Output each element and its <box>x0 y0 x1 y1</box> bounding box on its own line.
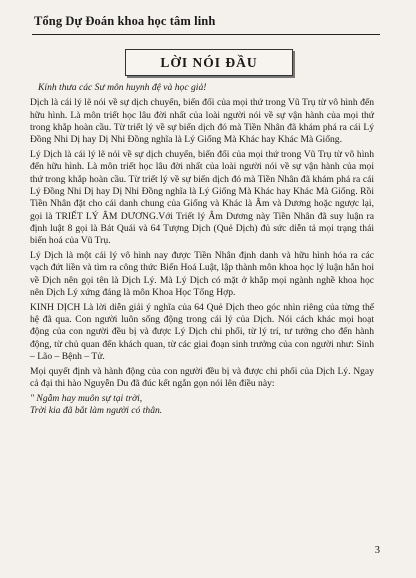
greeting: Kính thưa các Sư môn huynh đệ và học giả! <box>38 82 207 93</box>
chapter-title: LỜI NÓI ĐẦU <box>160 54 258 70</box>
paragraph-5: Mọi quyết định và hành động của con người đều bị và được chi phối của Dịch Lý. Ngay cả đại thi hào Nguyễn Du đã đúc kết ngắn gọn nói lên điều này: <box>30 365 374 390</box>
quote-line-2: Trời kia đã bắt làm người có thân. <box>30 405 163 417</box>
header-rule <box>32 34 380 35</box>
page-body <box>30 82 374 418</box>
paragraph-3: Lý Dịch là một cái lý vô hình nay được Tiền Nhân định danh và hữu hình hóa ra các vạch đứt liền và tìm ra công thức Biến Hoá Luật, lập thành môn khoa học lý luận hẳn hoi về Dịch nên gọi tên là Dịch Lý. Mà Lý Dịch có mặt ở khắp mọi ngành nghề khoa học nên Dịch Lý xứng đáng là môn Khoa Học Tổng Hợp. <box>30 250 374 298</box>
paragraph-1: Dịch là cái lý lẽ nói về sự dịch chuyển, biến đổi của mọi thứ trong Vũ Trụ từ vô hình đến hữu hình. Là môn triết học lâu đời nhất của loài người nói về sự vận hành của mọi thứ trong khắp hoàn cầu. Từ triết lý về sự biến dịch đó mà Tiền Nhân đã khám phá ra cái Lý Đồng Nhi Dị hay Dị Nhi Đồng nghĩa là Lý Giống Mà Khác hay Khác Mà Giống. <box>30 97 374 146</box>
paragraph-2: Lý Dịch là cái lý lẽ nói về sự dịch chuyển, biến đổi của mọi thứ trong Vũ Trụ từ vô hình đến hữu hình. Là môn triết học lâu đời nhất của loài người nói về sự vận hành của mọi thứ trong khắp hoàn cầu. Từ triết lý về sự biến dịch đó mà Tiền Nhân đã khám phá ra cái Lý Đồng Nhi Dị hay Dị Nhi Đồng nghĩa là Lý Giống Mà Khác hay Khác Mà Giống. Rồi Tiền Nhân đặt cho cái danh chung của Giống và Khác là Âm và Dương hoặc ngược lại, gọi là TRIẾT LÝ ÂM DƯƠNG.Với Triết lý Âm Dương này Tiền Nhân đã suy luận ra định luật 8 gọi là Bát Quái và 64 Tượng Dịch (Quẻ Dịch) đủ sức diễn tả mọi trạng thái biến hoá của Vũ Trụ. <box>30 149 374 247</box>
page-number: 3 <box>374 545 380 556</box>
running-header: Tổng Dự Đoán khoa học tâm linh <box>34 14 216 28</box>
chapter-title-box <box>125 49 293 76</box>
paragraph-4: KINH DỊCH Là lời diễn giải ý nghĩa của 64 Quẻ Dịch theo góc nhìn riêng của từng thế hệ đã qua. Con người luôn sống động trong cái lý của Dịch. Nói cách khác mọi hoạt động của con người đều bị và được Lý Dịch chi phối, từ lý trí, tư tưởng cho đến hành động, từ chủ quan đến khách quan, từ các giai đoạn sinh trưởng của con người như: Sinh – Lão – Bệnh – Tử. <box>30 301 374 363</box>
quote-line-1: " Ngẫm hay muôn sự tại trời, <box>30 393 143 405</box>
